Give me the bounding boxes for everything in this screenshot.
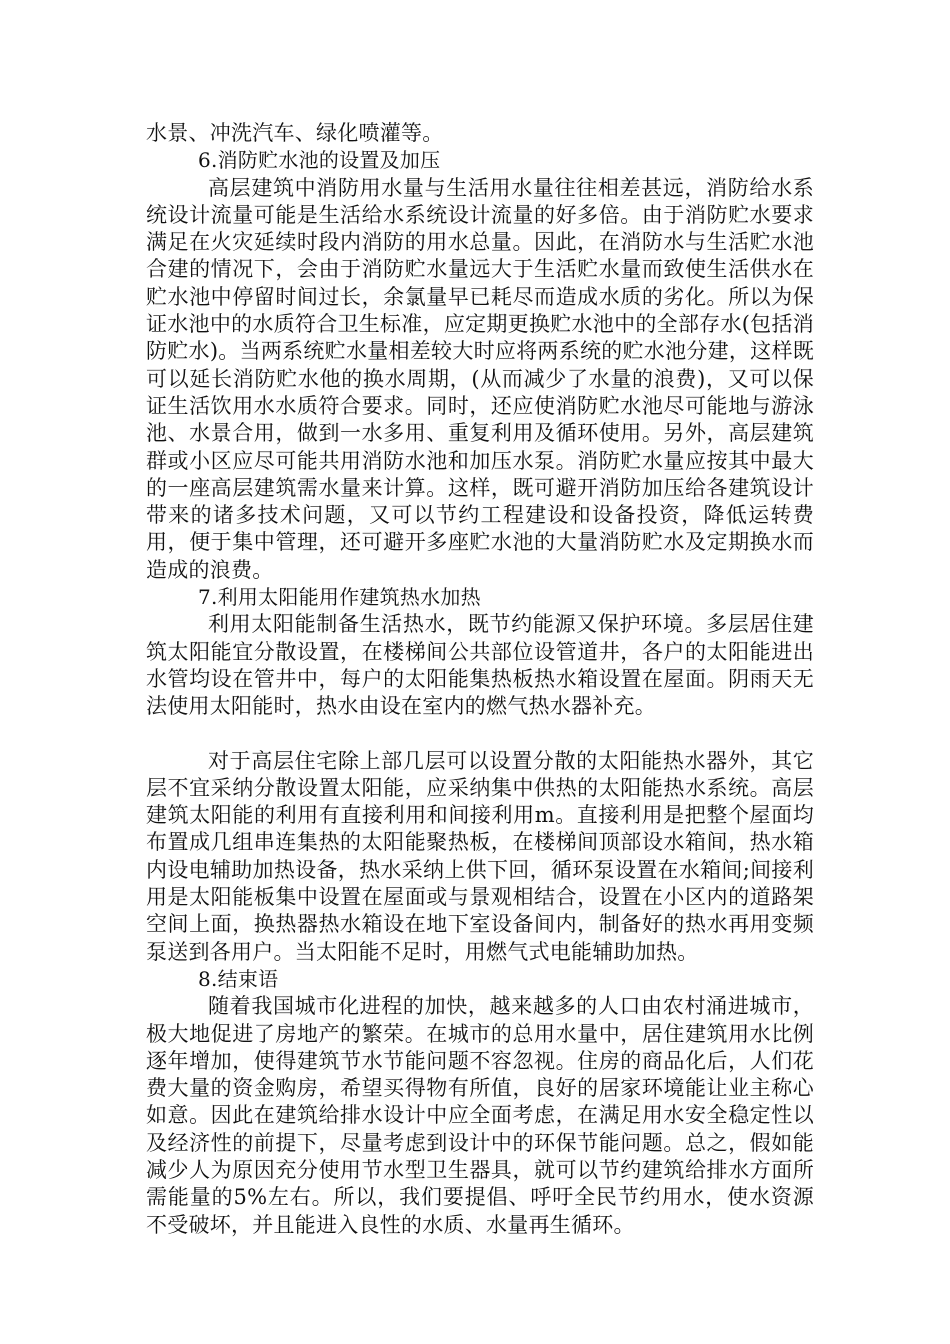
section-heading-6: 6.消防贮水池的设置及加压 [198,148,441,173]
paragraph-solar-multistory: 利用太阳能制备生活热水，既节约能源又保护环境。多层居住建筑太阳能宜分散设置，在楼梯间公共部位设管道井，各户的太阳能进出水管均设在管井中，每户的太阳能集热板热水箱设置在屋面。阴雨天无法使用太阳能时，热水由设在室内的燃气热水器补充。 [146,612,814,719]
paragraph-solar-highrise: 对于高层住宅除上部几层可以设置分散的太阳能热水器外，其它层不宜采纳分散设置太阳能，应采纳集中供热的太阳能热水系统。高层建筑太阳能的利用有直接利用和间接利用m。直接利用是把整个屋面均布置成几组串连集热的太阳能聚热板，在楼梯间顶部设水箱间，热水箱内设电辅助加热设备，热水采纳上供下回，循环泵设置在水箱间;间接利用是太阳能板集中设置在屋面或与景观相结合，设置在小区内的道路架空间上面，换热器热水箱设在地下室设备间内，制备好的热水再用变频泵送到各用户。当太阳能不足时，用燃气式电能辅助加热。 [146,748,814,964]
paragraph-conclusion: 随着我国城市化进程的加快，越来越多的人口由农村涌进城市，极大地促进了房地产的繁荣。在城市的总用水量中，居住建筑用水比例逐年增加，使得建筑节水节能问题不容忽视。住房的商品化后，人们花费大量的资金购房，希望买得物有所值，良好的居家环境能让业主称心如意。因此在建筑给排水设计中应全面考虑，在满足用水安全稳定性以及经济性的前提下，尽量考虑到设计中的环保节能问题。总之，假如能减少人为原因充分使用节水型卫生器具，就可以节约建筑给排水方面所需能量的5%左右。所以，我们要提倡、呼吁全民节约用水，使水资源不受破坏，并且能进入良性的水质、水量再生循环。 [146,994,814,1237]
document-body [146,120,814,1239]
paragraph-fire-reservoir: 高层建筑中消防用水量与生活用水量往往相差甚远，消防给水系统设计流量可能是生活给水系统设计流量的好多倍。由于消防贮水要求满足在火灾延续时段内消防的用水总量。因此，在消防水与生活贮水池合建的情况下，会由于消防贮水量远大于生活贮水量而致使生活供水在贮水池中停留时间过长，余氯量早已耗尽而造成水质的劣化。所以为保证水池中的水质符合卫生标准，应定期更换贮水池中的全部存水(包括消防贮水)。当两系统贮水量相差较大时应将两系统的贮水池分建，这样既可以延长消防贮水他的换水周期，(从而减少了水量的浪费)，又可以保证生活饮用水水质符合要求。同时，还应使消防贮水池尽可能地与游泳池、水景合用，做到一水多用、重复利用及循环使用。另外，高层建筑群或小区应尽可能共用消防水池和加压水泵。消防贮水量应按其中最大的一座高层建筑需水量来计算。这样，既可避开消防加压给各建筑设计带来的诸多技术问题，又可以节约工程建设和设备投资，降低运转费用，便于集中管理，还可避开多座贮水池的大量消防贮水及定期换水而造成的浪费。 [146,175,814,582]
section-heading-7: 7.利用太阳能用作建筑热水加热 [198,585,481,610]
paragraph-water-uses: 水景、冲洗汽车、绿化喷灌等。 [146,121,444,145]
section-heading-8: 8.结束语 [198,966,279,991]
